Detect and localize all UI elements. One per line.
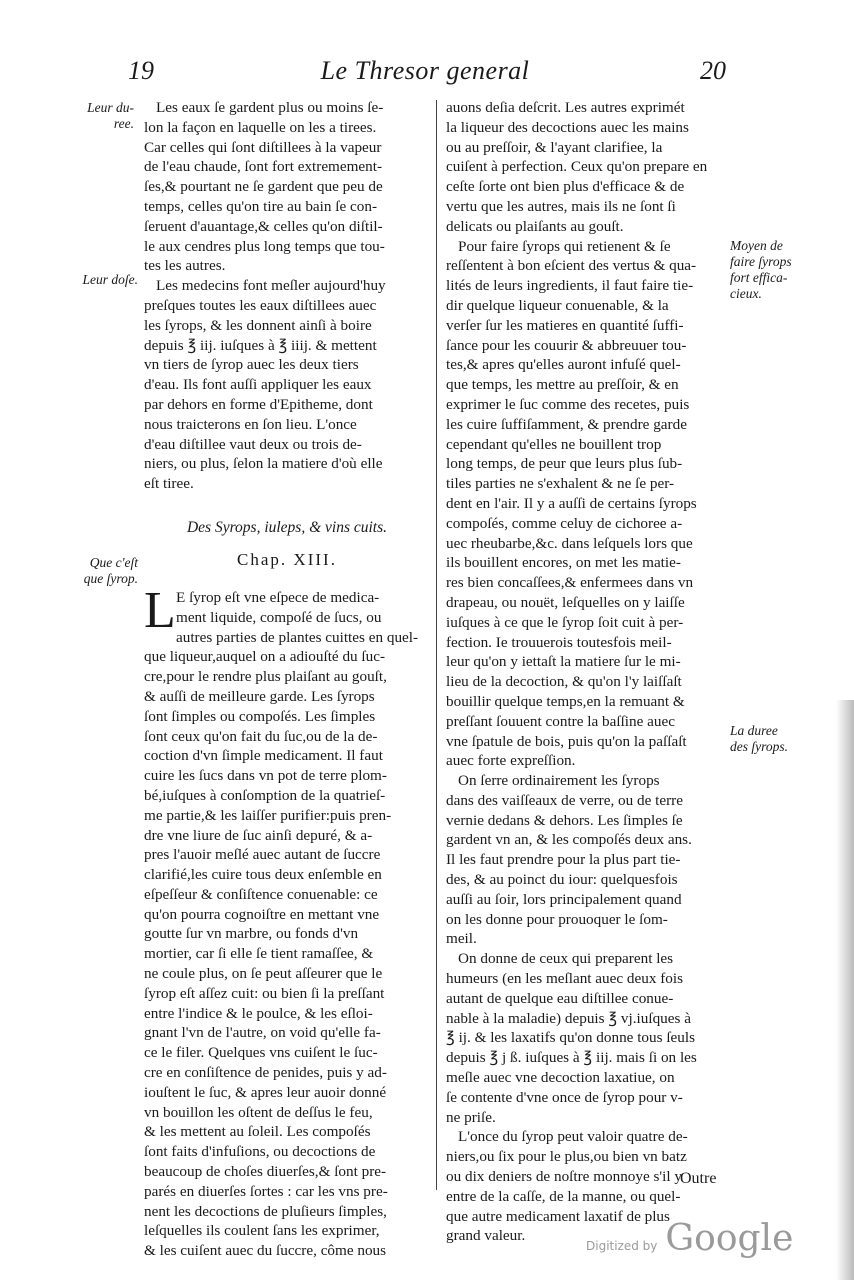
text-line: E ſyrop eſt vne eſpece de medica- [176, 588, 380, 606]
text-line: entre l'indice & le poulce, & les eſloi- [144, 1004, 373, 1022]
text-line: eſt tiree. [144, 475, 194, 493]
text-line: cre,pour le rendre plus plaiſant au gouſt, [144, 668, 387, 686]
note-line: ree. [113, 116, 134, 131]
text-line: le aux cendres plus long temps que tou- [144, 237, 385, 255]
text-line: ſont ceux qu'on fait du ſuc,ou de la de- [144, 727, 378, 745]
text-line: ne priſe. [446, 1108, 496, 1126]
text-line: leſquelles ils coulent ſans les exprimer, [144, 1222, 380, 1240]
text-line: d'eau. Ils font auſſi appliquer les eaux [144, 376, 372, 394]
text-line: iuſques à ce que le ſyrop ſoit cuit à per- [446, 613, 684, 631]
margin-note-moyen [730, 238, 840, 302]
text-line: cre en conſiſtence de penides, puis y ad- [144, 1064, 387, 1082]
text-line: fection. Ie trouuerois toutesfois meil- [446, 633, 672, 651]
note-line: Que c'eſt [89, 555, 138, 570]
text-line: coction d'vn ſimple medicament. Il faut [144, 747, 383, 765]
text-line: dir quelque liqueur conuenable, & la [446, 296, 669, 314]
note-line: cieux. [730, 286, 762, 301]
text-line: auons deſia deſcrit. Les autres exprimét [446, 99, 685, 116]
text-line: par dehors en forme d'Epitheme, dont [144, 395, 373, 413]
text-line: ſont ſimples ou compoſés. Les ſimples [144, 707, 376, 725]
note-line: Leur du- [87, 100, 134, 115]
text-line: preſſant ſouuent contre la baſſine auec [446, 712, 675, 730]
text-line: me partie,& les laiſſer purifier:puis pren- [144, 806, 392, 824]
text-line: lon la façon en laquelle on les a tirees. [144, 118, 377, 136]
text-line: On ſerre ordinairement les ſyrops [458, 772, 660, 790]
text-line: gardent vn an, & les compoſés deux ans. [446, 831, 692, 849]
text-line: exprimer le ſuc comme des recetes, puis [446, 395, 690, 413]
running-title: Le Thresor general [320, 56, 530, 85]
text-line: humeurs (en les meſlant auec deux fois [446, 970, 684, 988]
text-line: mortier, car ſi elle ſe tient ramaſſee, & [144, 945, 374, 963]
note-line: Moyen de [730, 238, 783, 253]
margin-note-leur-dose [40, 272, 138, 288]
note-line: des ſyrops. [730, 739, 788, 754]
column-divider [436, 100, 437, 1190]
margin-note-la-duree [730, 723, 840, 755]
text-line: ſe contente d'vne once de ſyrop pour v- [446, 1088, 683, 1106]
text-line: lités de leurs ingredients, il faut faire tie- [446, 277, 694, 295]
text-line: & les cuiſent auec du ſuccre, côme nous [144, 1242, 387, 1260]
text-line: bé,iuſques à conſomption de la quatrieſ- [144, 786, 386, 804]
text-line: drapeau, ou nouët, leſquelles on y laiſſe [446, 593, 685, 611]
running-head [0, 56, 854, 96]
text-line: Il les faut prendre pour la plus part tie- [446, 851, 681, 869]
text-line: vn bouillon les oſtent de deſſus le feu, [144, 1103, 373, 1121]
margin-note-leur-duree [56, 100, 134, 132]
chapter-heading: Chap. XIII. [237, 549, 337, 569]
text-line: vne ſpatule de bois, puis qu'on la paſſaſt [446, 732, 687, 750]
text-line: vernie dedans & dehors. Les ſimples ſe [446, 811, 683, 829]
paragraph-eaux-garde [144, 98, 430, 276]
text-line: les cuire ſuffiſamment, & prendre garde [446, 415, 687, 433]
text-line: Pour faire ſyrops qui retienent & ſe [458, 237, 671, 255]
text-line: dent en l'air. Il y a auſſi de certains ſyrops [446, 494, 697, 512]
text-line: tes les autres. [144, 257, 226, 275]
text-line: cuiſent à perfection. Ceux qu'on prepare en [446, 158, 708, 176]
google-logo: Google [665, 1218, 794, 1259]
text-line: Les medecins font meſler aujourd'huy [156, 277, 386, 295]
text-line: auſſi au ſoir, lors principalement quand [446, 890, 682, 908]
text-line: verſer ſur les matieres en quantité ſuffi- [446, 316, 684, 334]
text-line: nent les decoctions de pluſieurs ſimples, [144, 1202, 387, 1220]
text-line: ſance pour les couurir & abbreuuer tou- [446, 336, 687, 354]
text-line: leur qu'on y iettaſt la matiere ſur le mi- [446, 653, 681, 671]
paragraph-continued [446, 98, 726, 237]
text-line: tiles parties ne s'exhalent & ne ſe per- [446, 475, 675, 493]
text-line: de l'eau chaude, ſont fort extremement- [144, 158, 383, 176]
page-number-left: 19 [128, 56, 154, 85]
text-line: eſpeſſeur & conſiſtence conuenable: ce [144, 885, 378, 903]
text-line: tes,& apres qu'elles auront infuſé quel- [446, 356, 681, 374]
text-line: dans des vaiſſeaux de verre, ou de terre [446, 791, 683, 809]
note-line: faire ſyrops [730, 254, 792, 269]
text-line: depuis ℥ iij. iuſques à ℥ iiij. & mettent [144, 336, 377, 354]
page-edge-shadow [836, 700, 854, 1280]
text-line: les ſyrops, & les donnent ainſi à boire [144, 316, 372, 334]
text-line: que liqueur,auquel on a adiouſté du ſuc- [144, 648, 386, 666]
text-line: res bien concaſſees,& enfermees dans vn [446, 574, 694, 592]
text-line: auec forte expreſſion. [446, 752, 576, 770]
text-line: ou dix deniers de noſtre monnoye s'il y [446, 1168, 682, 1186]
text-line: pres l'auoir meſlé auec autant de ſuccre [144, 846, 381, 864]
text-line: la liqueur des decoctions auec les mains [446, 118, 689, 136]
paragraph-duree [446, 771, 726, 949]
text-line: autant de quelque eau diſtillee conue- [446, 989, 674, 1007]
section-title: Des Syrops, iuleps, & vins cuits. [186, 518, 388, 536]
paragraph-continuation [144, 628, 430, 1262]
text-line: temps, celles qu'on tire au bain ſe con- [144, 197, 378, 215]
left-column [144, 98, 430, 1261]
paragraph-doses [446, 949, 726, 1127]
text-line: & les mettent au ſoleil. Les compoſés [144, 1123, 371, 1141]
text-line: ſes,& pourtant ne ſe gardent que peu de [144, 178, 383, 196]
text-line: ce le filer. Quelques vns cuiſent le ſuc- [144, 1044, 378, 1062]
text-line: parés en diuerſes ſortes : car les vns pre- [144, 1182, 388, 1200]
text-line: entre de la caſſe, de la manne, ou quel- [446, 1187, 681, 1205]
text-line: niers, ou plus, ſelon la matiere d'où elle [144, 455, 383, 473]
text-line: autres parties de plantes cuittes en quel- [176, 628, 419, 646]
note-line: Leur doſe. [82, 272, 138, 287]
text-line: lieu de la decoction, & qu'on l'y laiſſaſt [446, 673, 682, 691]
text-line: vn tiers de ſyrop auec les deux tiers [144, 356, 359, 374]
text-line: ℥ ij. & les laxatifs qu'on donne tous ſeuls [446, 1029, 695, 1047]
catchword: Outre [680, 1170, 717, 1187]
text-line: ou au preſſoir, & l'ayant clarifiee, la [446, 138, 663, 156]
text-line: compoſés, comme celuy de cichoree a- [446, 514, 683, 532]
text-line: iouſtent le ſuc, & apres leur auoir donné [144, 1083, 387, 1101]
note-line: La duree [730, 723, 778, 738]
text-line: preſques toutes les eaux diſtillees auec [144, 296, 377, 314]
text-line: goutte ſur vn marbre, ou fonds d'vn [144, 925, 359, 943]
text-line: ne coule plus, on ſe peut aſſeurer que le [144, 965, 383, 983]
text-line: L'once du ſyrop peut valoir quatre de- [458, 1128, 688, 1146]
text-line: meſle auec vne decoction laxatiue, on [446, 1069, 675, 1087]
text-line: qu'on pourra cognoiſtre en mettant vne [144, 905, 380, 923]
text-line: on les donne pour prouoquer le ſom- [446, 910, 668, 928]
note-line: fort effica- [730, 270, 788, 285]
drop-cap: L [144, 581, 176, 639]
text-line: des, & au poinct du iour: quelquesfois [446, 871, 678, 889]
text-line: nous traicterons en ſon lieu. L'once [144, 415, 357, 433]
right-column [446, 98, 726, 1246]
text-line: ment liquide, compoſé de ſucs, ou [176, 608, 382, 626]
text-line: ceſte ſorte ont bien plus d'efficace & de [446, 178, 685, 196]
text-line: Les eaux ſe gardent plus ou moins ſe- [156, 99, 384, 116]
note-line: que ſyrop. [83, 571, 138, 586]
text-line: Car celles qui ſont diſtillees à la vapeur [144, 138, 382, 156]
paragraph-dose [144, 276, 430, 494]
text-line: que autre medicament laxatif de plus [446, 1207, 670, 1225]
text-line: grand valeur. [446, 1227, 526, 1245]
text-line: que temps, les mettre au preſſoir, & en [446, 376, 679, 394]
text-line: clarifié,les cuire tous deux enſemble en [144, 866, 382, 884]
text-line: niers,ou ſix pour le plus,ou bien vn batz [446, 1148, 687, 1166]
text-line: gnant l'vn de l'autre, on void qu'elle fa- [144, 1024, 381, 1042]
text-line: depuis ℥ j ß. iuſques à ℥ iij. mais ſi on les [446, 1049, 697, 1067]
text-line: cependant qu'elles ne bouillent trop [446, 435, 662, 453]
paragraph-syrop-definition [144, 581, 430, 1261]
text-line: ſeruent d'auantage,& celles qu'on diſtil- [144, 217, 383, 235]
text-line: delicats ou plaiſants au gouſt. [446, 217, 624, 235]
text-line: cuire les ſucs dans vn pot de terre plom- [144, 767, 387, 785]
text-line: beaucoup de choſes diuerſes,& ſont pre- [144, 1163, 387, 1181]
text-line: d'eau diſtillee vaut deux ou trois de- [144, 435, 362, 453]
text-line: reſſentent à bon eſcient des vertus & qua- [446, 257, 697, 275]
text-line: meil. [446, 930, 477, 948]
paragraph-faire-syrops [446, 237, 726, 772]
page-number-right: 20 [700, 56, 726, 85]
google-watermark [586, 1218, 793, 1268]
text-line: bouillir quelque temps,en la remuant & [446, 692, 685, 710]
text-line: dre vne liure de ſuc ainſi depuré, & a- [144, 826, 373, 844]
text-line: & auſſi de meilleure garde. Les ſyrops [144, 687, 375, 705]
text-line: ſyrop eſt aſſez cuit: ou bien ſi la preſſant [144, 984, 385, 1002]
text-line: ils bouillent encores, on met les matie- [446, 554, 681, 572]
text-line: long temps, de peur que leurs plus ſub- [446, 455, 683, 473]
text-line: ſont faits d'infuſions, ou decoctions de [144, 1143, 376, 1161]
text-line: nable à la maladie) depuis ℥ vj.iuſques à [446, 1009, 691, 1027]
margin-note-que-cest [56, 555, 138, 587]
text-line: On donne de ceux qui preparent les [458, 950, 674, 968]
digitized-label: Digitized by [586, 1239, 658, 1253]
dropcap-lines [144, 588, 430, 628]
text-line: vertu que les autres, mais ils ne ſont ſi [446, 197, 676, 215]
text-line: uec rheubarbe,&c. dans leſquels lors que [446, 534, 693, 552]
